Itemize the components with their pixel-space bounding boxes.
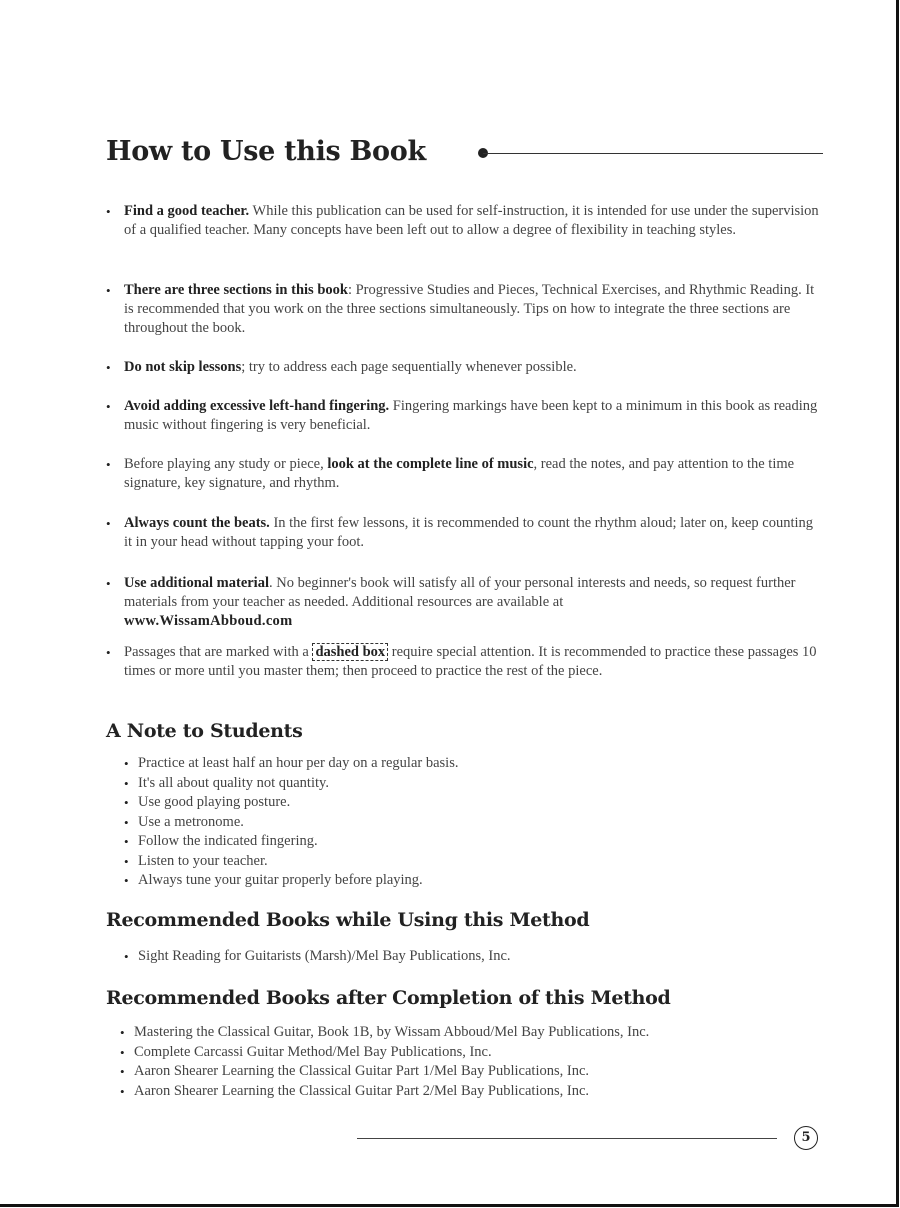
list-item: • Aaron Shearer Learning the Classical Guitar Part 1/Mel Bay Publications, Inc. [120, 1062, 649, 1082]
page-title: How to Use this Book [106, 136, 426, 167]
tip-bold: look at the complete line of music [327, 456, 534, 472]
list-item: • Use good playing posture. [124, 793, 458, 813]
tip-bold: Find a good teacher. [124, 203, 250, 219]
tip-text: ; try to address each page sequentially whenever possible. [241, 359, 577, 375]
note-to-students-heading: A Note to Students [106, 720, 303, 742]
tip-text: In the first few lessons, it is recommended to count the rhythm aloud; later on, keep counting it in your head without tapping your foot. [124, 515, 814, 550]
list-item [106, 358, 824, 377]
books-while-heading: Recommended Books while Using this Method [106, 909, 590, 931]
list-item: • Practice at least half an hour per day on a regular basis. [124, 754, 458, 774]
note-to-students-list [124, 754, 458, 891]
list-item: • Sight Reading for Guitarists (Marsh)/Mel Bay Publications, Inc. [124, 947, 511, 967]
tip-text: . No beginner's book will satisfy all of your personal interests and needs, so request further materials from your teacher as needed. Additional resources are available at [124, 575, 796, 610]
tip-text: : Progressive Studies and Pieces, Technical Exercises, and Rhythmic Reading. It is recommended that you work on the three sections simultaneously. Tips on how to integrate the three sections are throughout the book. [124, 282, 815, 336]
list-item [106, 281, 824, 338]
list-item [106, 202, 824, 240]
dashed-box-example: dashed box [312, 643, 388, 661]
tip-text: While this publication can be used for self-instruction, it is intended for use under the supervision of a qualified teacher. Many concepts have been left out to allow a degree of flexibility in teaching styles. [124, 203, 819, 238]
list-item: • Listen to your teacher. [124, 852, 458, 872]
list-item: • Complete Carcassi Guitar Method/Mel Bay Publications, Inc. [120, 1043, 649, 1063]
list-item: • Aaron Shearer Learning the Classical Guitar Part 2/Mel Bay Publications, Inc. [120, 1082, 649, 1102]
tip-bold: Avoid adding excessive left-hand fingering. [124, 398, 390, 414]
tip-text: Fingering markings have been kept to a minimum in this book as reading music without fingering is very beneficial. [124, 398, 818, 433]
page-number: 5 [794, 1126, 818, 1150]
tip-bold: Do not skip lessons [124, 359, 242, 375]
list-item [106, 643, 824, 681]
footer-rule [357, 1138, 777, 1139]
tip-bold: Use additional material [124, 575, 269, 591]
list-item [106, 574, 824, 631]
list-item: • Use a metronome. [124, 813, 458, 833]
tip-bold: There are three sections in this book [124, 282, 348, 298]
tip-pre: Passages that are marked with a [124, 644, 313, 660]
list-item: • Always tune your guitar properly before playing. [124, 871, 458, 891]
books-after-list [120, 1023, 649, 1101]
books-after-heading: Recommended Books after Completion of this Method [106, 987, 671, 1009]
list-item: • Mastering the Classical Guitar, Book 1B, by Wissam Abboud/Mel Bay Publications, Inc. [120, 1023, 649, 1043]
tip-text: , read the notes, and pay attention to the time signature, key signature, and rhythm. [124, 456, 795, 491]
website-link[interactable]: www.WissamAbboud.com [124, 613, 293, 629]
list-item [106, 455, 824, 493]
list-item: • Follow the indicated fingering. [124, 832, 458, 852]
tip-text: require special attention. It is recommended to practice these passages 10 times or more until you master them; then proceed to practice the rest of the piece. [124, 644, 817, 679]
list-item [106, 514, 824, 552]
tip-bold: Always count the beats. [124, 515, 270, 531]
books-while-list [124, 947, 511, 967]
tip-pre: Before playing any study or piece, [124, 456, 328, 472]
title-rule [483, 153, 823, 154]
list-item: • It's all about quality not quantity. [124, 774, 458, 794]
list-item [106, 397, 824, 435]
